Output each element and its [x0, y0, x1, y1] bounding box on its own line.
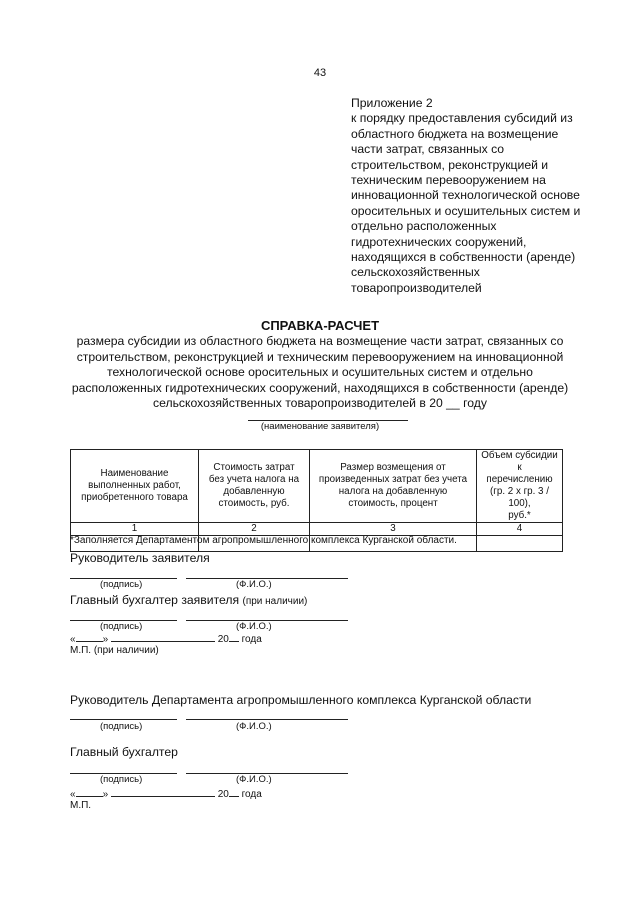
annex-block — [351, 96, 580, 296]
fio-line[interactable] — [186, 719, 348, 720]
seal-if-available: М.П. (при наличии) — [70, 645, 159, 656]
page-number: 43 — [313, 67, 327, 79]
annex-line: областного бюджета на возмещение — [351, 126, 559, 141]
day-blank[interactable] — [76, 787, 103, 797]
annex-line: товаропроизводителей — [351, 280, 482, 295]
subtitle-line: строительством, реконструкцией и техническим перевооружением на инновационной — [76, 349, 564, 364]
signature-label: (подпись) — [100, 774, 143, 785]
date-field: « » 20 года — [70, 634, 262, 645]
month-blank[interactable] — [111, 787, 215, 797]
header-cell: Объем субсидии к перечислению (гр. 2 х гр. 3 / 100), руб.* — [477, 450, 563, 523]
day-blank[interactable] — [76, 632, 103, 642]
annex-line: сельскохозяйственных — [351, 265, 480, 280]
subtitle-line: сельскохозяйственных товаропроизводителей в 20 __ году — [153, 396, 487, 411]
signature-line[interactable] — [70, 719, 177, 720]
footnote: *Заполняется Департаментом агропромышленного комплекса Курганской области. — [70, 535, 457, 546]
header-cell: Стоимость затрат без учета налога на добавленную стоимость, руб. — [199, 450, 310, 523]
table-header-row — [71, 450, 563, 523]
signature-label: (подпись) — [100, 621, 143, 632]
seal: М.П. — [70, 800, 92, 811]
annex-line: Приложение 2 — [351, 96, 433, 110]
signature-label: (подпись) — [100, 721, 143, 732]
column-number: 2 — [199, 523, 310, 536]
table-number-row — [71, 523, 563, 536]
annex-line: к порядку предоставления субсидий из — [351, 111, 573, 126]
annex-line: строительством, реконструкцией и — [351, 157, 549, 172]
annex-line: отдельно расположенных — [351, 219, 497, 234]
head-department-label: Руководитель Департамента агропромышленного комплекса Курганской области — [70, 693, 532, 707]
header-cell: Размер возмещения от произведенных затрат без учета налога на добавленную стоимость, процент — [310, 450, 477, 523]
subtitle-line: технологической основе оросительных и осушительных систем и отдельно — [107, 365, 533, 380]
document-title: СПРАВКА-РАСЧЕТ — [260, 318, 380, 333]
year-blank[interactable] — [229, 632, 239, 642]
annex-line: части затрат, связанных со — [351, 142, 505, 157]
document-subtitle — [0, 334, 640, 412]
annex-line: инновационной технологической основе — [351, 188, 580, 203]
date-field: « » 20 года — [70, 789, 262, 800]
fio-label: (Ф.И.О.) — [236, 774, 272, 785]
fio-label: (Ф.И.О.) — [236, 721, 272, 732]
column-number: 1 — [71, 523, 199, 536]
annex-line: гидротехнических сооружений, — [351, 234, 527, 249]
fio-label: (Ф.И.О.) — [236, 579, 272, 590]
header-cell: Наименование выполненных работ, приобретенного товара — [71, 450, 199, 523]
fio-label: (Ф.И.О.) — [236, 621, 272, 632]
signature-label: (подпись) — [100, 579, 143, 590]
year-blank[interactable] — [229, 787, 239, 797]
subtitle-line: размера субсидии из областного бюджета на возмещение части затрат, связанных со — [76, 334, 564, 348]
chief-accountant-label: Главный бухгалтер — [70, 745, 178, 759]
head-applicant-label: Руководитель заявителя — [70, 551, 210, 565]
annex-line: находящихся в собственности (аренде) — [351, 250, 576, 265]
annex-line: техническим перевооружением на — [351, 173, 546, 188]
applicant-name-label: (наименование заявителя) — [260, 421, 380, 432]
table-cell[interactable] — [477, 536, 563, 552]
chief-accountant-applicant-label: Главный бухгалтер заявителя (при наличии) — [70, 593, 308, 607]
column-number: 4 — [477, 523, 563, 536]
column-number: 3 — [310, 523, 477, 536]
annex-line: оросительных и осушительных систем и — [351, 203, 581, 218]
subtitle-line: расположенных гидротехнических сооружений, находящихся в собственности (аренде) — [71, 380, 569, 395]
month-blank[interactable] — [111, 632, 215, 642]
